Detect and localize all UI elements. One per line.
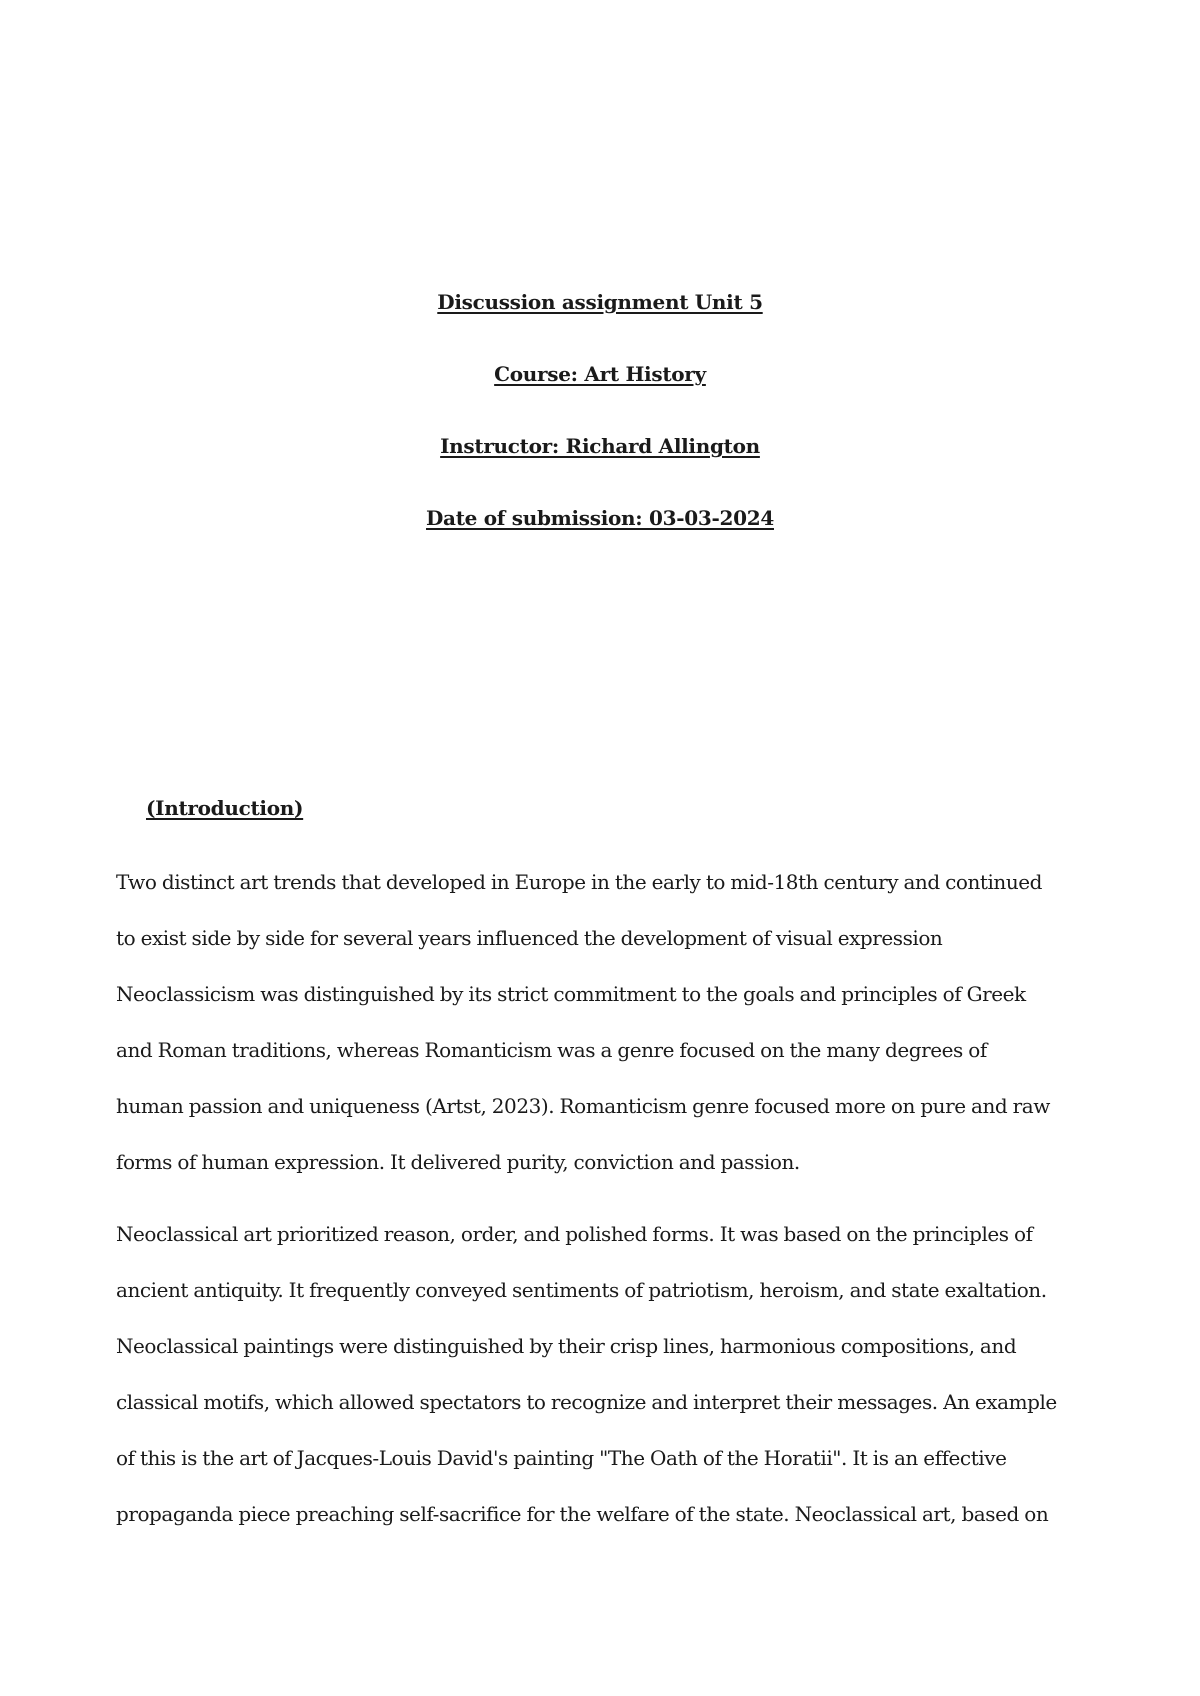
text-line: to exist side by side for several years influenced the development of visual expression	[116, 926, 943, 950]
text-line: human passion and uniqueness (Artst, 2023). Romanticism genre focused more on pure and raw	[116, 1094, 1050, 1118]
text-line: ancient antiquity. It frequently conveyed sentiments of patriotism, heroism, and state exaltation.	[116, 1278, 1047, 1302]
text-line: of this is the art of Jacques-Louis David's painting "The Oath of the Horatii". It is an effective	[116, 1446, 1007, 1470]
submission-date: Date of submission: 03-03-2024	[426, 506, 774, 530]
section-heading: (Introduction)	[146, 796, 304, 820]
instructor-name: Instructor: Richard Allington	[440, 434, 760, 458]
text-line: Neoclassicism was distinguished by its strict commitment to the goals and principles of Greek	[116, 982, 1026, 1006]
course-name: Course: Art History	[494, 362, 706, 386]
text-line: forms of human expression. It delivered purity, conviction and passion.	[116, 1150, 800, 1174]
text-line: classical motifs, which allowed spectators to recognize and interpret their messages. An example	[116, 1390, 1057, 1414]
text-line: and Roman traditions, whereas Romanticism was a genre focused on the many degrees of	[116, 1038, 987, 1062]
paragraph-introduction	[116, 870, 1076, 1206]
assignment-title: Discussion assignment Unit 5	[437, 290, 763, 314]
title-block	[0, 290, 1200, 578]
text-line: propaganda piece preaching self-sacrifice for the welfare of the state. Neoclassical art, based on	[116, 1502, 1049, 1526]
text-line: Neoclassical art prioritized reason, order, and polished forms. It was based on the principles of	[116, 1222, 1033, 1246]
text-line: Two distinct art trends that developed in Europe in the early to mid-18th century and continued	[116, 870, 1043, 894]
paragraph-neoclassical	[116, 1222, 1076, 1558]
text-line: Neoclassical paintings were distinguished by their crisp lines, harmonious compositions, and	[116, 1334, 1017, 1358]
